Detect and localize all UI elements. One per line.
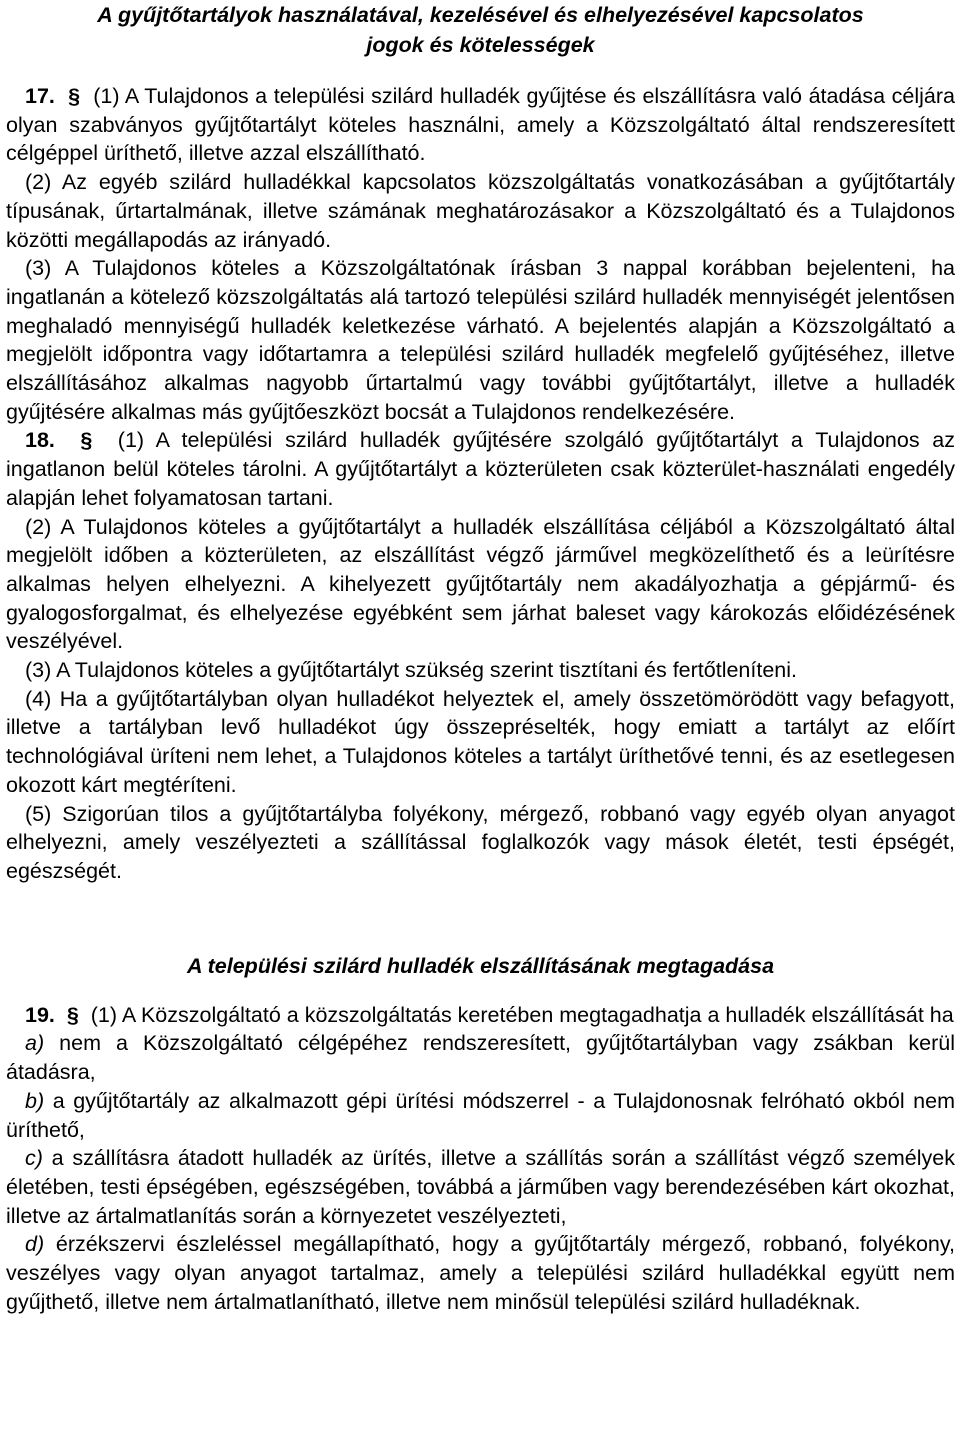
item-letter-a: a) xyxy=(25,1031,45,1056)
section-17-number: 17. xyxy=(25,84,55,108)
section-19-item-d xyxy=(6,1230,955,1316)
section-17-sign: § xyxy=(68,84,81,108)
page-title-line-2: jogok és kötelességek xyxy=(366,32,595,57)
item-text-d: érzékszervi észleléssel megállapítható, hogy a gyűjtőtartály mérgező, robbanó, folyékony, veszélyes vagy olyan anyagot tartalmaz, amely a települési szilárd hulladékkal együtt nem gyűjthető, illetve nem ártalmatlanítható, illetve nem minősül települési szilárd hulladéknak. xyxy=(6,1232,955,1314)
section-17-paragraph-1-text: (1) A Tulajdonos a települési szilárd hulladék gyűjtése és elszállításra való átadása céljára olyan szabványos gyűjtőtartályt köteles használni, amely a Közszolgáltató által rendszeresített célgéppel üríthető, illetve azzal elszállítható. xyxy=(6,84,956,166)
section-18-paragraph-2: (2) A Tulajdonos köteles a gyűjtőtartályt a hulladék elszállítása céljából a Közszolgáltató által megjelölt időben a közterületen, az elszállítást végző járművel megközelíthető és a leürítésre alkalmas helyen elhelyezni. A kihelyezett gyűjtőtartály nem akadályozhatja a gépjármű- és gyalogosforgalmat, és elhelyezése egyébként sem járhat baleset vagy károkozás előidézésének veszélyével. xyxy=(6,514,955,654)
section-18-paragraph-1-text: (1) A települési szilárd hulladék gyűjtésére szolgáló gyűjtőtartályt a Tulajdonos az ingatlanon belül köteles tárolni. A gyűjtőtartályt a közterületen csak közterület-használati engedély alapján lehet folyamatosan tartani. xyxy=(6,428,956,510)
item-text-b: a gyűjtőtartály az alkalmazott gépi ürítési módszerrel - a Tulajdonosnak felróható okból nem üríthető, xyxy=(6,1088,956,1142)
section-18-paragraph-1 xyxy=(6,426,955,512)
document-page xyxy=(6,0,955,1316)
section-18-paragraph-3: (3) A Tulajdonos köteles a gyűjtőtartályt szükség szerint tisztítani és fertőtleníteni. xyxy=(25,658,798,683)
section-18-paragraph-5: (5) Szigorúan tilos a gyűjtőtartályba folyékony, mérgező, robbanó vagy egyéb olyan anyagot elhelyezni, amely veszélyezteti a szállítással foglalkozók vagy mások életét, testi épségét, egészségét. xyxy=(6,801,955,883)
item-letter-c: c) xyxy=(25,1146,43,1171)
section-17-paragraph-1 xyxy=(6,82,955,168)
page-title-line-1: A gyűjtőtartályok használatával, kezelésével és elhelyezésével kapcsolatos xyxy=(97,3,864,27)
section-19-item-a xyxy=(6,1029,955,1086)
section-18-number: 18. xyxy=(25,428,55,453)
section-19-paragraph-1 xyxy=(6,1001,955,1030)
section-19-number: 19. xyxy=(25,1002,55,1027)
section-19-item-c xyxy=(6,1144,955,1230)
section-19-item-b xyxy=(6,1087,955,1144)
section-18-sign: § xyxy=(80,428,93,453)
section-19-paragraph-1-text: (1) A Közszolgáltató a közszolgáltatás keretében megtagadhatja a hulladék elszállítását ha xyxy=(90,1002,954,1027)
section-18-paragraph-4: (4) Ha a gyűjtőtartályban olyan hulladékot helyeztek el, amely összetömörödött vagy befagyott, illetve a tartályban levő hulladékot úgy összepréselték, hogy emiatt a tartályt az előírt technológiával üríteni nem lehet, a Tulajdonos köteles a tartályt üríthetővé tenni, és az esetlegesen okozott kárt megtéríteni. xyxy=(6,686,955,797)
section-17-paragraph-3: (3) A Tulajdonos köteles a Közszolgáltatónak írásban 3 nappal korábban bejelenteni, ha ingatlanán a kötelező közszolgáltatás alá tartozó települési szilárd hulladék mennyiségét jelentősen meghaladó mennyiségű hulladék keletkezése várható. A bejelentés alapján a Közszolgáltató a megjelölt időpontra vagy időtartamra a települési szilárd hulladék megfelelő gyűjtéséhez, illetve elszállításához alkalmas nagyobb űrtartalmú vagy további gyűjtőtartályt, illetve a hulladék gyűjtésére alkalmas más gyűjtőeszközt bocsát a Tulajdonos rendelkezésére. xyxy=(6,256,955,424)
item-text-c: a szállításra átadott hulladék az ürítés, illetve a szállítás során a szállítást végző személyek életében, testi épségében, egészségében, továbbá a járműben vagy berendezésében kárt okozhat, illetve az ártalmatlanítás során a környezetet veszélyezteti, xyxy=(6,1146,955,1228)
section-heading-refusal: A települési szilárd hulladék elszállításának megtagadása xyxy=(186,953,775,978)
section-17-paragraph-2: (2) Az egyéb szilárd hulladékkal kapcsolatos közszolgáltatás vonatkozásában a gyűjtőtartály típusának, űrtartalmának, illetve számának meghatározásakor a Közszolgáltató és a Tulajdonos közötti megállapodás az irányadó. xyxy=(6,170,955,252)
item-letter-d: d) xyxy=(25,1232,45,1257)
item-text-a: nem a Közszolgáltató célgépéhez rendszeresített, gyűjtőtartályban vagy zsákban kerül átadásra, xyxy=(6,1031,955,1085)
item-letter-b: b) xyxy=(25,1088,45,1113)
section-19-sign: § xyxy=(66,1002,79,1027)
